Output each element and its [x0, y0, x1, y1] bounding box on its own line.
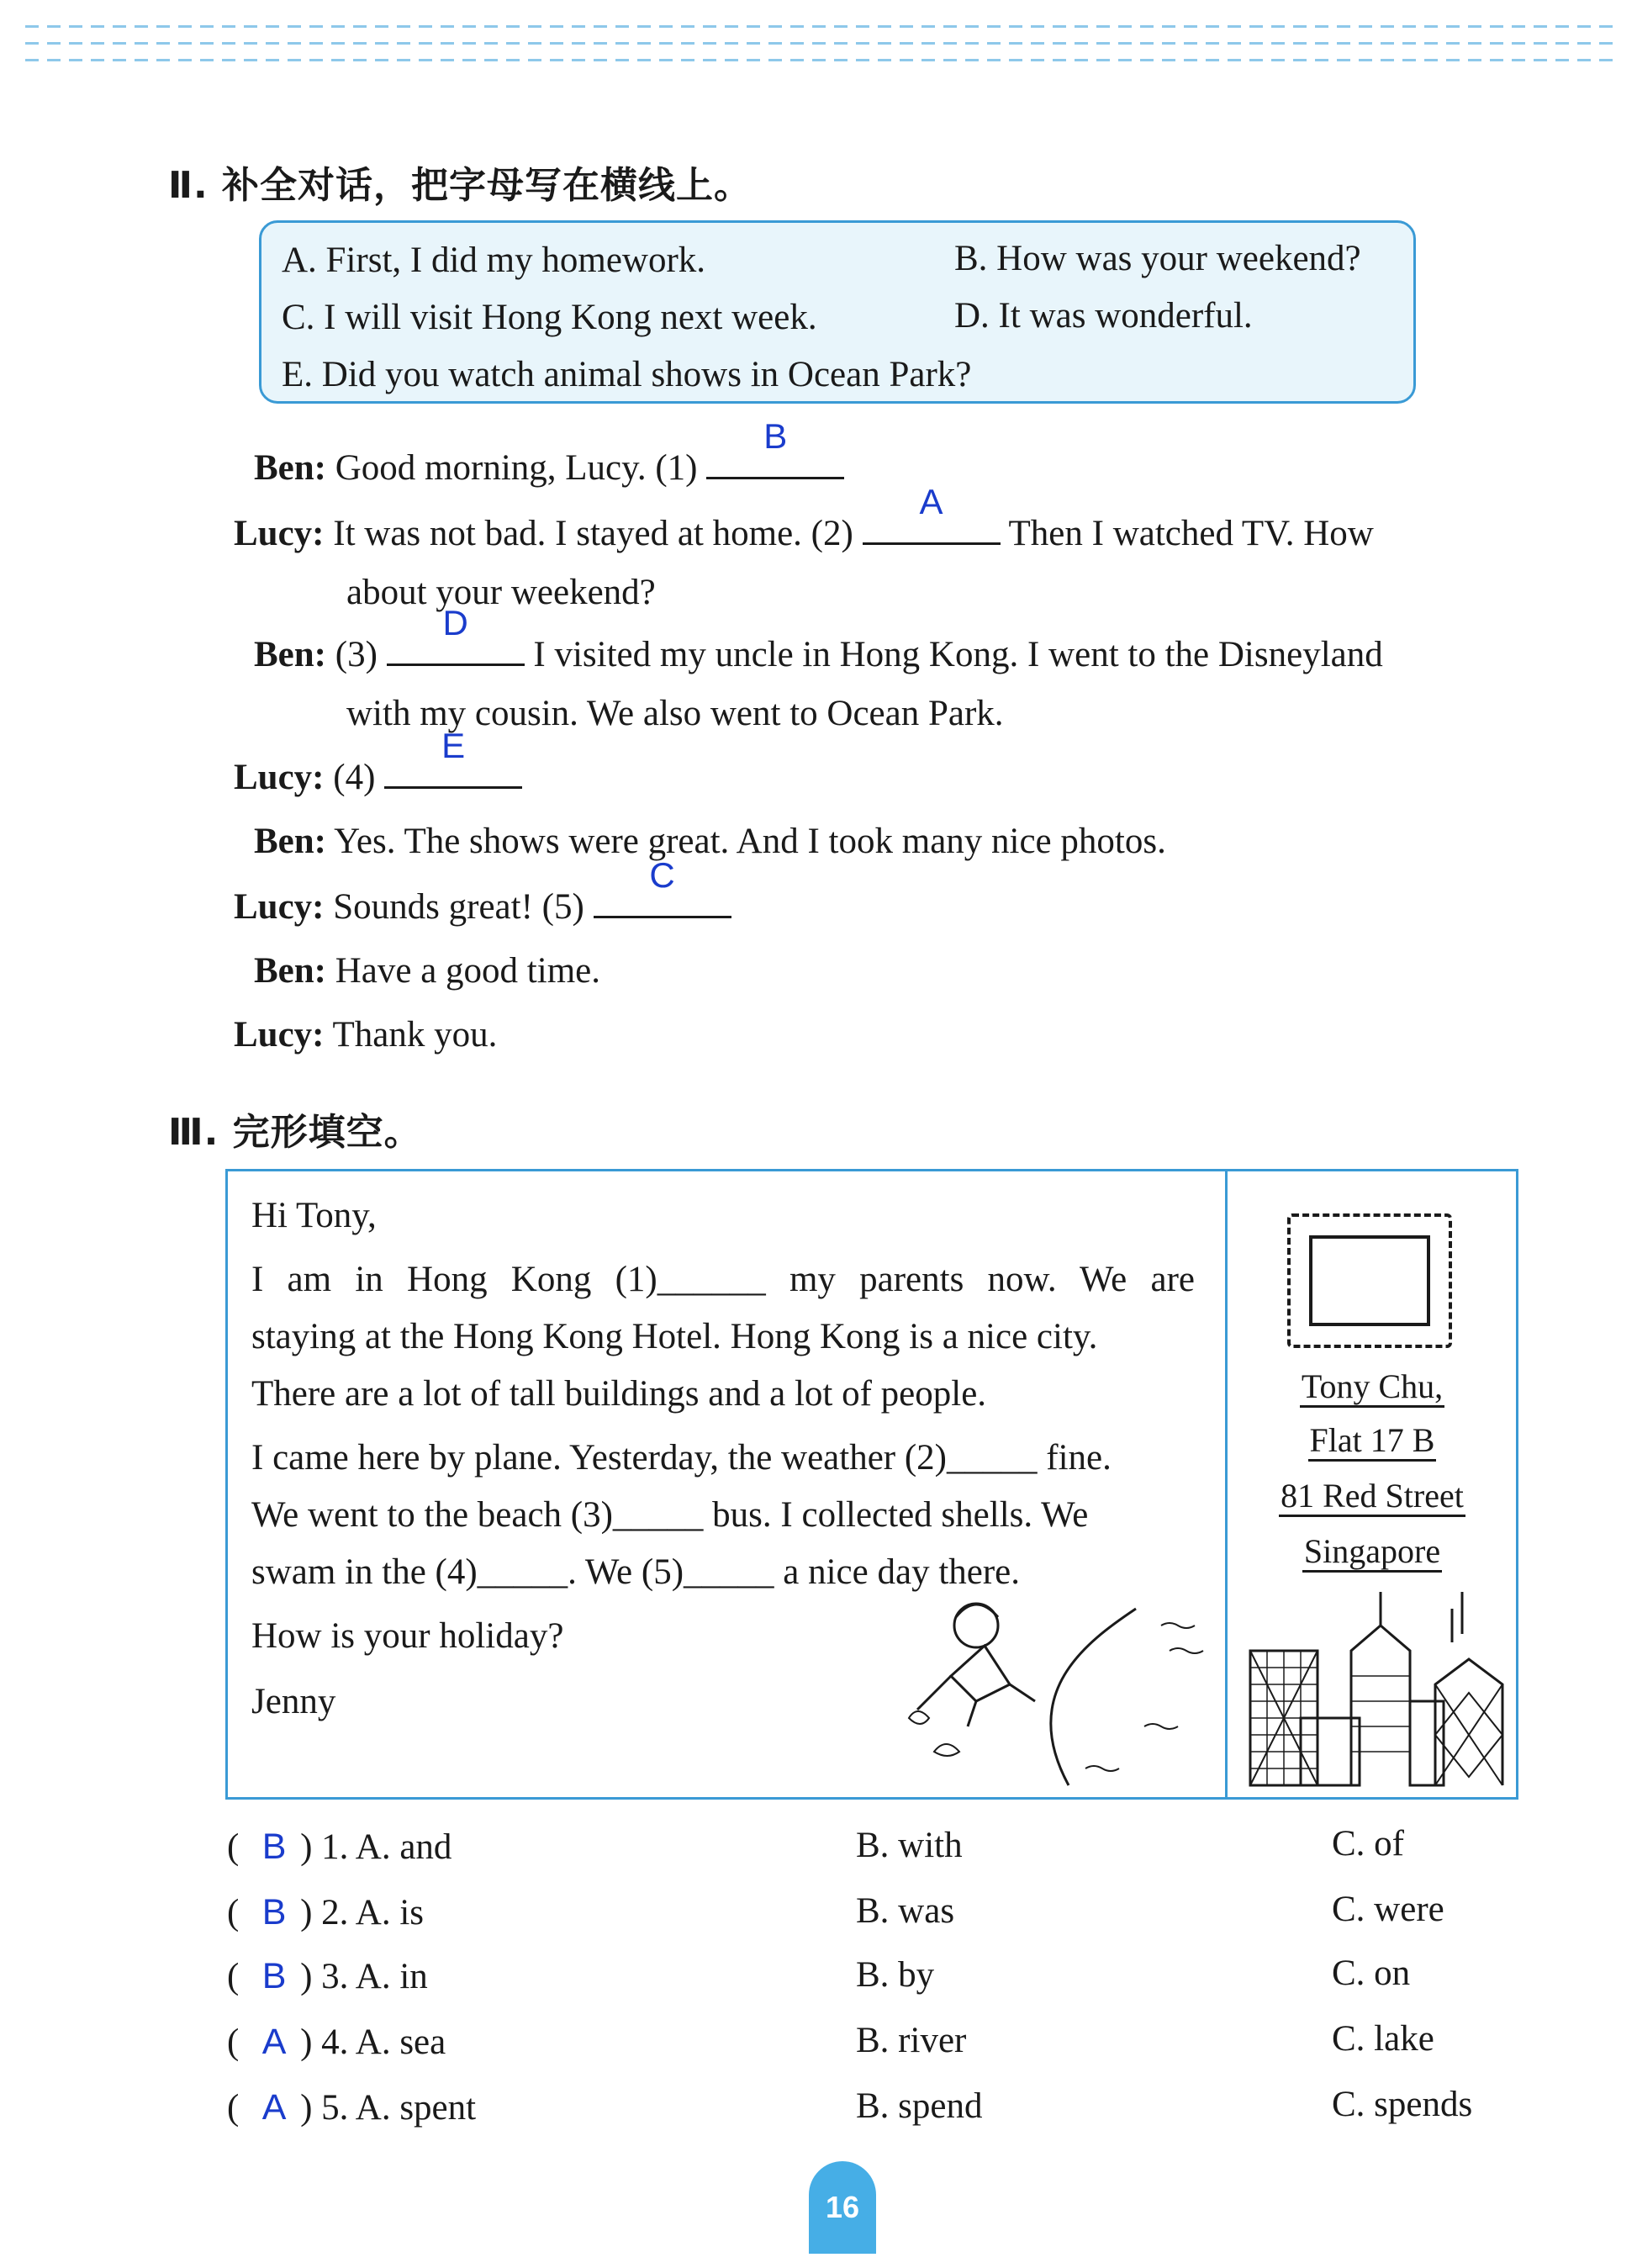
letter-line-2: staying at the Hong Kong Hotel. Hong Kong is a nice city.: [251, 1317, 1098, 1356]
option-a: ) 2. A. is: [300, 1893, 425, 1932]
answer-blank: [384, 726, 522, 789]
question-2-option-b: B. was: [856, 1891, 955, 1931]
question-4-option-c: C. lake: [1332, 2019, 1434, 2059]
speaker: Lucy:: [234, 758, 325, 797]
answer-letter: A: [919, 482, 943, 521]
letter-line-5: We went to the beach (3)_____ bus. I collected shells. We: [251, 1495, 1089, 1535]
line-text: Sounds great! (5): [333, 887, 594, 927]
question-5-option-b: B. spend: [856, 2086, 983, 2126]
letter-greeting: Hi Tony,: [251, 1196, 377, 1235]
answer-letter: B: [763, 416, 788, 456]
answer-letter: C: [649, 855, 675, 895]
option-b: B. How was your weekend?: [954, 239, 1361, 278]
answer-letter: B: [261, 1892, 287, 1932]
answer-letter: B: [261, 1956, 287, 1996]
section-3-heading: Ⅲ. 完形填空。: [168, 1111, 422, 1154]
dialogue-line-2-cont: about your weekend?: [346, 573, 656, 612]
dialogue-line-3-cont: with my cousin. We also went to Ocean Park.: [346, 694, 1004, 733]
header-dashed-rule: [25, 25, 1620, 64]
speaker: Ben:: [254, 635, 326, 674]
options-box: [259, 220, 1416, 404]
answer-letter: A: [261, 2087, 287, 2128]
option-a: ) 3. A. in: [300, 1957, 428, 1996]
city-skyline-illustration: [1242, 1592, 1511, 1794]
stamp-icon: [1287, 1213, 1452, 1348]
letter-line-6: swam in the (4)_____. We (5)_____ a nice day there.: [251, 1552, 1021, 1592]
letter-line-7: How is your holiday?: [251, 1616, 564, 1656]
dialogue-line-8: [234, 1014, 497, 1055]
letter-line-3: There are a lot of tall buildings and a lot of people.: [251, 1374, 987, 1414]
line-text-after: Then I watched TV. How: [1000, 514, 1374, 553]
address-line-2: Flat 17 B: [1275, 1420, 1469, 1460]
line-text: Yes. The shows were great. And I took many nice photos.: [334, 822, 1166, 861]
line-text: (4): [333, 758, 385, 797]
dialogue-line-1: [254, 416, 844, 489]
line-text: Good morning, Lucy. (1): [335, 448, 707, 488]
beach-girl-illustration: [884, 1592, 1220, 1794]
postcard-divider: [1225, 1171, 1228, 1797]
question-4-option-b: B. river: [856, 2021, 967, 2060]
section-2-heading: Ⅱ. 补全对话，把字母写在横线上。: [168, 164, 752, 207]
question-1-option-b: B. with: [856, 1826, 963, 1865]
letter-line-4: I came here by plane. Yesterday, the weather (2)_____ fine.: [251, 1438, 1112, 1478]
option-e: E. Did you watch animal shows in Ocean Park?: [282, 355, 972, 394]
speaker: Lucy:: [234, 514, 325, 553]
speaker: Lucy:: [234, 887, 325, 927]
address-line-4: Singapore: [1275, 1531, 1469, 1571]
option-a: ) 1. A. and: [300, 1827, 452, 1867]
postcard: [225, 1169, 1518, 1800]
dialogue-line-6: [234, 855, 731, 928]
option-c: C. I will visit Hong Kong next week.: [282, 298, 817, 337]
line-text: Have a good time.: [335, 951, 600, 991]
address-line-3: 81 Red Street: [1275, 1476, 1469, 1515]
speaker: Lucy:: [234, 1015, 325, 1055]
answer-letter: B: [261, 1827, 287, 1867]
speaker: Ben:: [254, 448, 326, 488]
question-1: ( B ) 1. A. and: [227, 1827, 452, 1867]
option-a: A. First, I did my homework.: [282, 241, 706, 280]
line-text: It was not bad. I stayed at home. (2): [333, 514, 863, 553]
speaker: Ben:: [254, 951, 326, 991]
line-text: Thank you.: [332, 1015, 498, 1055]
answer-letter: D: [442, 603, 468, 642]
option-a: ) 5. A. spent: [300, 2088, 477, 2128]
letter-line-1: I am in Hong Kong (1)______ my parents now. We are: [251, 1260, 1195, 1299]
answer-letter: E: [441, 726, 466, 765]
option-a: ) 4. A. sea: [300, 2022, 446, 2062]
question-1-option-c: C. of: [1332, 1824, 1404, 1864]
question-5-option-c: C. spends: [1332, 2085, 1473, 2124]
line-text-after: I visited my uncle in Hong Kong. I went to the Disneyland: [524, 635, 1383, 674]
answer-blank: [863, 482, 1001, 545]
answer-blank: [387, 603, 525, 666]
question-2-option-c: C. were: [1332, 1890, 1444, 1929]
dialogue-line-3: [254, 603, 1383, 675]
answer-letter: A: [261, 2022, 287, 2062]
dialogue-line-2: [234, 482, 1374, 554]
answer-blank: [594, 855, 731, 918]
dialogue-line-7: [254, 950, 600, 991]
question-3-option-c: C. on: [1332, 1953, 1411, 1993]
question-4: ( A ) 4. A. sea: [227, 2022, 446, 2062]
speaker: Ben:: [254, 822, 326, 861]
letter-signature: Jenny: [251, 1682, 336, 1721]
line-text: (3): [335, 635, 387, 674]
question-2: ( B ) 2. A. is: [227, 1892, 425, 1932]
question-3-option-b: B. by: [856, 1955, 935, 1995]
address-line-1: Tony Chu,: [1275, 1367, 1469, 1406]
question-5: ( A ) 5. A. spent: [227, 2087, 477, 2128]
question-3: ( B ) 3. A. in: [227, 1956, 428, 1996]
page-number: 16: [809, 2161, 876, 2254]
dialogue-line-4: [234, 726, 522, 798]
answer-blank: [706, 416, 844, 479]
option-d: D. It was wonderful.: [954, 296, 1253, 336]
